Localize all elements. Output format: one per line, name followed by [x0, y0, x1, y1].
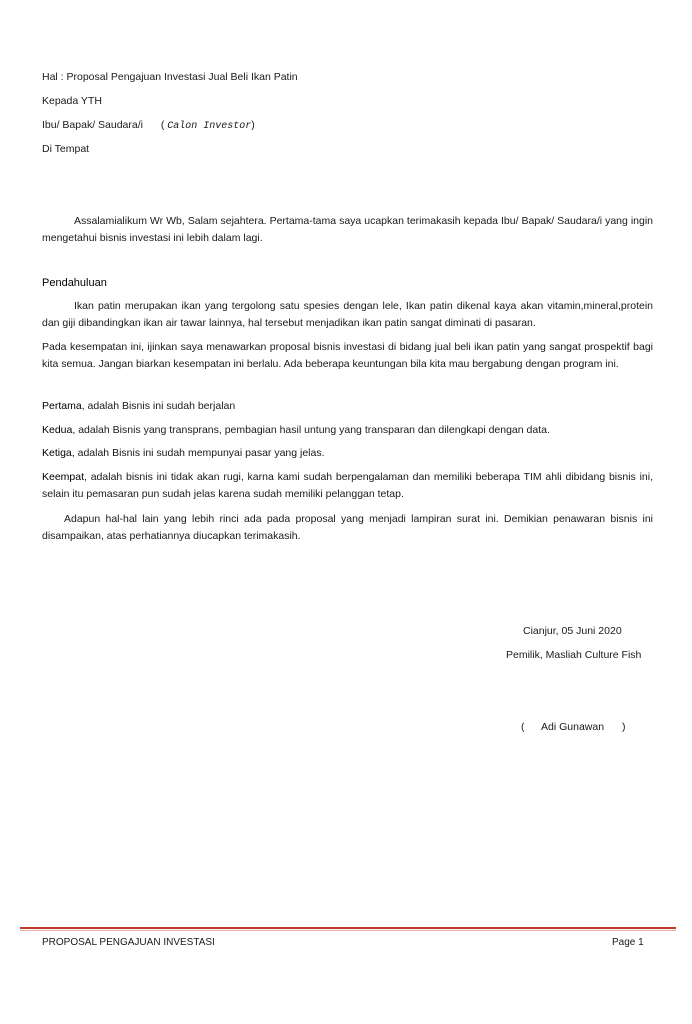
point-keempat-label: Keempat — [42, 471, 85, 483]
subject-line: Hal : Proposal Pengajuan Investasi Jual Beli Ikan Patin — [42, 71, 298, 83]
footer-divider — [20, 927, 676, 929]
closing-paragraph: Adapun hal-hal lain yang lebih rinci ada pada proposal yang menjadi lampiran surat ini. Demikian penawaran bisnis ini disampaikan, atas perhatiannya diucapkan terimakasih. — [42, 513, 653, 542]
greeting-paragraph: Assalamialikum Wr Wb, Salam sejahtera. Pertama-tama saya ucapkan terimakasih kepada Ibu/ Bapak/ Saudara/i yang ingin mengetahui bisnis investasi ini lebih dalam lagi. — [42, 215, 653, 244]
point-kedua-label: Kedua — [42, 424, 73, 436]
point-ketiga-label: Ketiga, — [42, 447, 75, 459]
point-pertama — [42, 398, 653, 415]
point-pertama-text: , adalah Bisnis ini sudah berjalan — [81, 400, 236, 412]
place-date: Cianjur, 05 Juni 2020 — [523, 625, 622, 637]
offer-paragraph: Pada kesempatan ini, ijinkan saya menawarkan proposal bisnis investasi di bidang jual beli ikan patin yang sangat prospektif bagi kita semua. Jangan biarkan kesempatan ini berlalu. Ada beberapa keuntungan bila kita mau bergabung dengan program ini. — [42, 341, 653, 370]
point-kedua-text: , adalah Bisnis yang transprans, pembagian hasil untung yang transparan dan dilengkapi dengan data. — [72, 424, 550, 436]
point-kedua — [42, 422, 653, 439]
point-keempat-text: , adalah bisnis ini tidak akan rugi, karna kami sudah berpengalaman dan memiliki beberapa TIM ahli dibidang bisnis ini, selain itu pemasaran pun sudah jelas karena sudah memiliki pelanggan tetap. — [42, 471, 653, 500]
salutation-line — [42, 118, 255, 134]
intro-paragraph: Ikan patin merupakan ikan yang tergolong satu spesies dengan lele, Ikan patin dikenal kaya akan vitamin,mineral,protein dan giji dibandingkan ikan air tawar lainnya, hal tersebut menjadikan ikan patin sangat diminati di pasaran. — [42, 300, 653, 329]
footer-divider-shadow — [20, 930, 676, 931]
salutation-name: Calon Investor — [167, 121, 252, 132]
signature-close-paren: ) — [622, 721, 626, 733]
signer-name: Adi Gunawan — [541, 721, 605, 733]
point-pertama-label: Pertama — [42, 400, 82, 412]
point-keempat — [42, 469, 653, 503]
recipient-line: Kepada YTH — [42, 95, 102, 107]
footer-title: PROPOSAL PENGAJUAN INVESTASI — [42, 937, 215, 948]
point-ketiga-text: adalah Bisnis ini sudah mempunyai pasar yang jelas. — [74, 447, 325, 459]
point-ketiga — [42, 445, 653, 462]
section-heading: Pendahuluan — [42, 277, 107, 289]
salutation-prefix: Ibu/ Bapak/ Saudara/i — [42, 119, 143, 131]
owner-line: Pemilik, Masliah Culture Fish — [506, 649, 642, 661]
signature-open-paren: ( — [521, 721, 525, 733]
page-number: Page 1 — [612, 937, 644, 948]
location-line: Di Tempat — [42, 143, 90, 155]
salutation-close-paren: ) — [251, 119, 255, 131]
salutation-open-paren: ( — [160, 119, 165, 131]
